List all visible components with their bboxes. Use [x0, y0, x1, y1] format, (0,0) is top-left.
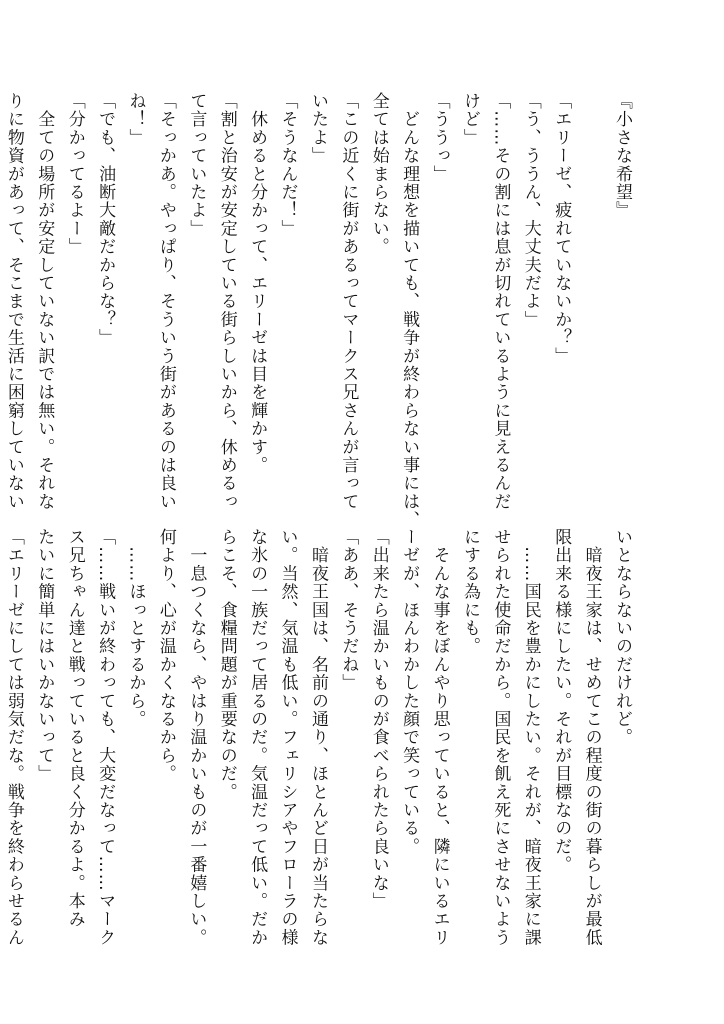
text-line: い。当然、気温も低い。フェリシアやフローラの様 — [277, 528, 298, 947]
text-line: 何より、心が温かくなるから。 — [155, 528, 176, 783]
text-line: 暗夜王家は、せめてこの程度の街の暮らしが最低 — [581, 528, 602, 947]
text-line: 「う、ううん、大丈夫だよ」 — [520, 92, 541, 329]
text-line: 暗夜王国は、名前の通り、ほとんど日が当たらな — [307, 528, 328, 947]
text-line: 限出来る様にしたい。それが目標なのだ。 — [551, 528, 572, 874]
text-line: 「……戦いが終わっても、大変だなって……マーク — [95, 528, 116, 947]
text-line: 「この近くに街があるってマークス兄さんが言って — [338, 92, 359, 511]
text-line: 「出来たら温かいものが食べられたら良いな」 — [368, 528, 389, 911]
text-line: 全ては始まらない。 — [368, 92, 389, 256]
text-line: そんな事をぼんやり思っていると、隣にいるエリ — [429, 528, 450, 947]
text-line: いとならないのだけれど。 — [612, 528, 632, 747]
text-line: 「エリーゼにしては弱気だな。戦争を終わらせるん — [3, 528, 24, 947]
text-line: 休めると分かって、エリーゼは目を輝かす。 — [247, 92, 268, 475]
text-line: にする為にも。 — [459, 528, 480, 656]
text-line: 「……その割には息が切れているように見えるんだ — [490, 92, 511, 511]
text-line: どんな理想を描いても、戦争が終わらない事には、 — [399, 92, 420, 529]
text-line: らこそ、食糧問題が重要なのだ。 — [216, 528, 237, 801]
text-line: 「でも、油断大敵だからな？」 — [95, 92, 116, 347]
text-line: けど」 — [459, 92, 480, 147]
text-line: 「ううっ」 — [429, 92, 450, 183]
text-line: ーゼが、ほんわかした顔で笑っている。 — [399, 528, 420, 856]
text-line: ……ほっとするから。 — [125, 528, 146, 729]
text-line: せられた使命だから。国民を飢え死にさせないよう — [490, 528, 511, 947]
text-line: 全ての場所が安定していない訳では無い。それな — [34, 92, 55, 511]
story-title: 『小さな希望』 — [612, 92, 632, 220]
text-block-lower — [3, 528, 637, 947]
text-line: な氷の一族だって居るのだ。気温だって低い。だか — [247, 528, 268, 947]
text-line: ……国民を豊かにしたい。それが、暗夜王家に課 — [520, 528, 541, 947]
text-line: 「そっかあ。やっぱり、そういう街があるのは良い — [155, 92, 176, 511]
text-line — [576, 92, 606, 498]
text-line: 「割と治安が安定している街らしいから、休めるっ — [216, 92, 237, 511]
text-line: ス兄ちゃん達と戦っていると良く分かるよ。本み — [64, 528, 85, 929]
text-line: ね！」 — [125, 92, 146, 147]
text-line: 「ああ、そうだね」 — [338, 528, 359, 692]
text-line: たいに簡単にはいかないって」 — [34, 528, 55, 783]
text-line: 一息つくなら、やはり温かいものが一番嬉しい。 — [186, 528, 207, 947]
text-line: 「エリーゼ、疲れていないか？」 — [551, 92, 572, 365]
text-line: いたよ」 — [307, 92, 328, 165]
text-line: て言っていたよ」 — [186, 92, 207, 238]
text-line: 「分かってるよー」 — [64, 92, 85, 256]
text-line: 「そうなんだ！」 — [277, 92, 298, 238]
text-block-upper — [3, 92, 637, 529]
text-line: りに物資があって、そこまで生活に困窮していない — [3, 92, 24, 511]
